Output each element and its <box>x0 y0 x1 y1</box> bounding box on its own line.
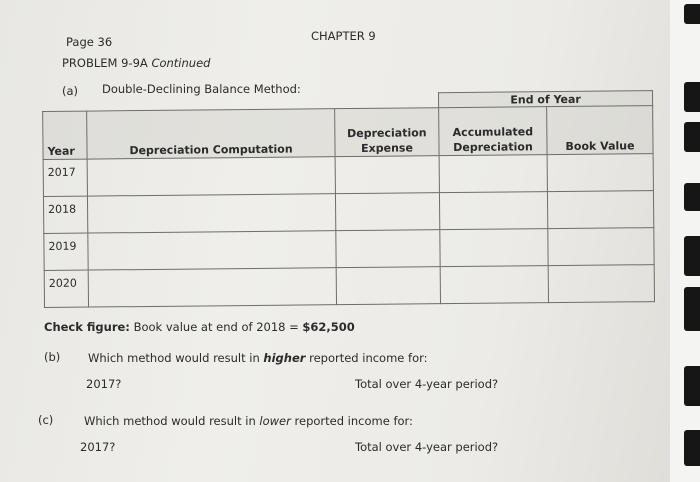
table-row <box>43 191 653 234</box>
check-figure: Check figure: Book value at end of 2018 = $62,500 <box>44 320 355 334</box>
problem-title: PROBLEM 9-9A Continued <box>62 56 211 70</box>
expense-header: Depreciation Expense <box>335 108 439 157</box>
part-c-letter: (c) <box>38 413 54 427</box>
part-b-letter: (b) <box>44 350 61 364</box>
book-value-cell[interactable] <box>547 191 653 229</box>
accumulated-cell[interactable] <box>440 266 548 304</box>
year-cell: 2017 <box>43 159 87 196</box>
part-c-year: 2017? <box>80 440 116 454</box>
binder-tab <box>684 183 700 211</box>
computation-cell[interactable] <box>87 194 335 233</box>
page-number: Page 36 <box>66 35 113 49</box>
part-c-question: Which method would result in lower reported income for: <box>84 414 413 428</box>
book-value-cell[interactable] <box>547 154 653 192</box>
year-header: Year <box>43 111 87 159</box>
binder-tab <box>684 122 700 152</box>
computation-cell[interactable] <box>88 268 336 307</box>
table-row <box>43 154 653 197</box>
adjacent-page-edge <box>670 0 700 482</box>
computation-header: Depreciation Computation <box>87 109 335 159</box>
binder-tab <box>684 430 700 466</box>
year-cell: 2019 <box>44 233 88 270</box>
book-value-cell[interactable] <box>548 228 654 266</box>
accumulated-cell[interactable] <box>439 192 547 230</box>
chapter-title: CHAPTER 9 <box>311 29 376 43</box>
part-b-year: 2017? <box>86 377 122 391</box>
part-b-total: Total over 4-year period? <box>355 377 499 391</box>
book-value-cell[interactable] <box>548 265 654 303</box>
part-b-question: Which method would result in higher reported income for: <box>88 351 428 365</box>
depreciation-table <box>42 90 655 308</box>
table-row <box>44 265 654 308</box>
end-of-year-header: End of Year <box>438 91 652 108</box>
binder-tab <box>684 82 700 112</box>
table-row <box>44 228 654 271</box>
year-cell: 2020 <box>44 270 88 307</box>
expense-cell[interactable] <box>335 156 439 194</box>
expense-cell[interactable] <box>335 193 439 231</box>
part-a-title: Double-Declining Balance Method: <box>102 82 301 96</box>
binder-tab <box>684 366 700 406</box>
part-c-total: Total over 4-year period? <box>355 440 499 454</box>
accumulated-cell[interactable] <box>440 229 548 267</box>
expense-cell[interactable] <box>336 267 440 305</box>
book-value-header: Book Value <box>547 106 653 155</box>
accumulated-header: Accumulated Depreciation <box>439 107 547 156</box>
part-a-letter: (a) <box>62 84 79 98</box>
computation-cell[interactable] <box>87 157 335 196</box>
binder-tab <box>684 4 700 24</box>
binder-tab <box>684 236 700 276</box>
binder-tab <box>684 287 700 331</box>
expense-cell[interactable] <box>336 230 440 268</box>
computation-cell[interactable] <box>88 231 336 270</box>
year-cell: 2018 <box>43 196 87 233</box>
accumulated-cell[interactable] <box>439 155 547 193</box>
